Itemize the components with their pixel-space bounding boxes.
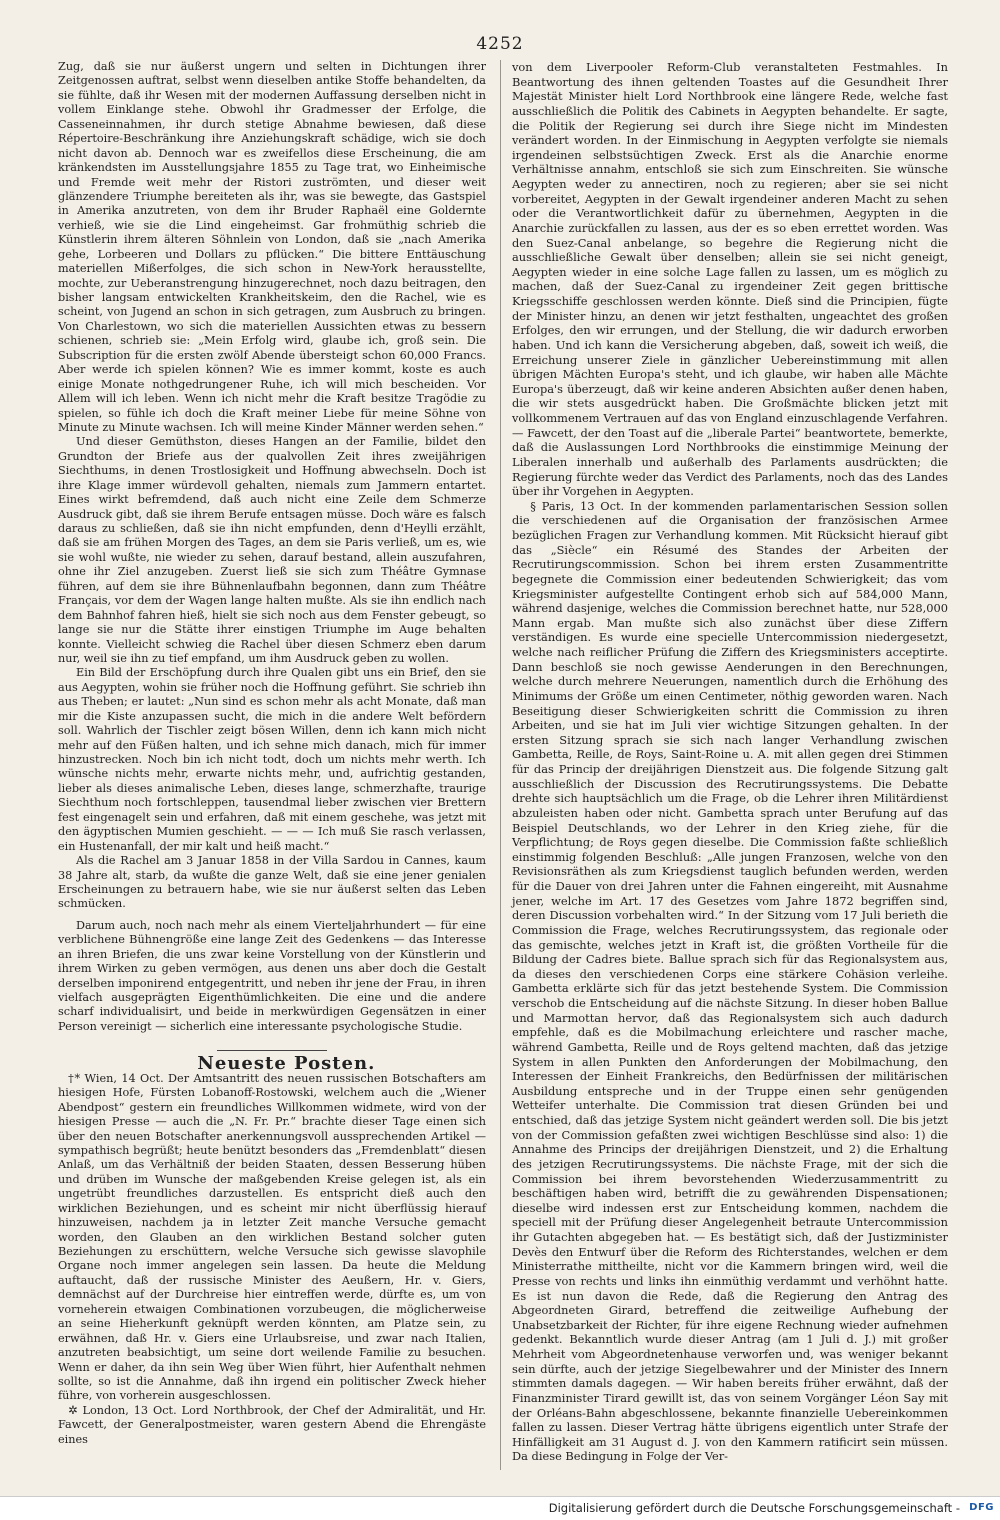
- section-heading: Neueste Posten.: [197, 1053, 376, 1075]
- article-paragraph: von dem Liverpooler Reform-Club veranstalteten Festmahles. In Beantwortung des ihnen geltenden Toastes auf die Gesundheit Ihrer Majestät Minister hielt Lord Northbrook eine längere Rede, welche fast ausschließlich die Politik des Cabinets in Aegypten behandelte. Er sagte, die Politik der Regierung sei durch ihre Siege nicht im Mindesten verändert worden. In der Einmischung in Aegypten verfolgte sie niemals irgendeinen selbstsüchtigen Zweck. Erst als die Anarchie enorme Verhältnisse annahm, entschloß sie sich zum Einschreiten. Sie wünsche Aegypten weder zu annectiren, noch zu regieren; aber sie sei nicht vorbereitet, Aegypten in der Gewalt irgendeiner anderen Macht zu sehen oder die Verantwortlichkeit dafür zu übernehmen, Aegypten in die Anarchie zurückfallen zu lassen, aus der es so eben errettet worden. Was den Suez-Canal anbelange, so begehre die Regierung nicht die ausschließliche Gewalt über denselben; allein sie sei nicht geneigt, Aegypten wieder in eine solche Lage fallen zu lassen, um es möglich zu machen, daß der Suez-Canal zu irgendeiner Zeit gegen brittische Kriegsschiffe geschlossen werden könnte. Dieß sind die Principien, fügte der Minister hinzu, an denen wir jetzt festhalten, ungeachtet des großen Erfolges, den wir errungen, und der Stellung, die wir dadurch erworben haben. Und ich kann die Versicherung abgeben, daß, soweit ich weiß, die Erreichung unserer Ziele in gänzlicher Uebereinstimmung mit allen übrigen Mächten Europa's steht, und ich glaube, wir haben alle Mächte Europa's überzeugt, daß wir keine anderen Absichten außer denen haben, die wir stets ausgedrückt haben. Die Großmächte blicken jetzt mit vollkommenem Vertrauen auf das von England einzuschlagende Verfahren. — Fawcett, der den Toast auf die „liberale Partei“ beantwortete, bemerkte, daß die Auslassungen Lord Northbrooks die einstimmige Meinung der Liberalen innerhalb und außerhalb des Parlaments ausdrückten; die Regierung fürchte weder das Verdict des Parlaments, noch das des Landes über ihr Vorgehen in Aegypten.: [512, 60, 948, 499]
- news-item: § Paris, 13 Oct. In der kommenden parlamentarischen Session sollen die verschiedenen auf die Organisation der französischen Armee bezüglichen Fragen zur Verhandlung kommen. Mit Rücksicht hierauf gibt das „Siècle“ ein Résumé des Standes der Arbeiten der Recrutirungscommission. Schon bei ihrem ersten Zusammentritte begegnete die Commission einer bedeutenden Schwierigkeit; das vom Kriegsminister aufgestellte Contingent erhob sich auf 584,000 Mann, während dasjenige, welches die Commission berechnet hatte, nur 528,000 Mann ergab. Man mußte sich also zunächst über diese Ziffern verständigen. Es wurde eine specielle Untercommission niedergesetzt, welche nach reiflicher Prüfung die Ziffern des Kriegsministers acceptirte. Dann beschloß sie noch gewisse Aenderungen in den Berechnungen, welche durch mehrere Neuerungen, namentlich durch die Erhöhung des Minimums der Größe um einen Centimeter, nöthig geworden waren. Nach Beseitigung dieser Schwierigkeiten schritt die Commission zu ihren Arbeiten, und sie hat im Juli vier wichtige Sitzungen gehalten. In der ersten Sitzung sprach sie sich nach langer Verhandlung zwischen Gambetta, Reille, de Roys, Saint-Roine u. A. mit allen gegen drei Stimmen für das Princip der dreijährigen Dienstzeit aus. Die folgende Sitzung galt ausschließlich der Discussion des Recrutirungssystems. Die Debatte drehte sich hauptsächlich um die Frage, ob die Lehrer ihren Militärdienst abzuleisten haben oder nicht. Gambetta sprach unter Berufung auf das Beispiel Deutschlands, wo der Lehrer in den Krieg ziehe, für die Verpflichtung; de Roys gegen dieselbe. Die Commission faßte schließlich einstimmig folgenden Beschluß: „Alle jungen Franzosen, welche von den Revisionsräthen als zum Kriegsdienst tauglich befunden werden, werden für die Dauer von drei Jahren unter die Fahnen eingereiht, mit Ausnahme jener, welche im Art. 17 des Gesetzes vom Jahre 1872 begriffen sind, deren Discussion vorbehalten wird.“ In der Sitzung vom 17 Juli berieth die Commission die Frage, welches Recrutirungssystem, das regionale oder das gemischte, welches jetzt in Kraft ist, die größten Vortheile für die Bildung der Cadres biete. Ballue sprach sich für das Regionalsystem aus, da dieses den verschiedenen Corps eine stärkere Cohäsion verleihe. Gambetta erklärte sich für das jetzt bestehende System. Die Commission verschob die Entscheidung auf die nächste Sitzung. In dieser hoben Ballue und Marmottan hervor, daß das Regionalsystem sich auch dadurch empfehle, daß es die Mobilmachung erleichtere und rascher mache, während Gambetta, Reille und de Roys geltend machten, daß das jetzige System in allen Punkten den Anforderungen der Mobilmachung, den Interessen der Einheit Frankreichs, den Bedürfnissen der militärischen Ausbildung entspreche und in der Truppe einen sehr genügenden Wetteifer unterhalte. Die Commission trat diesen Gründen bei und entschied, daß das jetzige System nicht geändert werden soll. Die bis jetzt von der Commission gefaßten zwei wichtigen Beschlüsse sind also: 1) die Annahme des Princips der dreijährigen Dienstzeit, und 2) die Erhaltung des jetzigen Recrutirungssystems. Die nächste Frage, mit der sich die Commission bei ihrem bevorstehenden Wiederzusammentritt zu beschäftigen haben wird, betrifft die zu gewährenden Dispensationen; dieselbe wird indessen erst zur Entscheidung kommen, nachdem die speciell mit der Prüfung dieser Angelegenheit betraute Untercommission ihr Gutachten abgegeben hat. — Es bestätigt sich, daß der Justizminister Devès den Entwurf über die Reform des Richterstandes, welchen er dem Ministerrathe mittheilte, nicht vor die Kammern bringen wird, weil die Presse von rechts und links ihn einmüthig verdammt und verhöhnt hatte. Es ist nun davon die Rede, daß die Regierung den Antrag des Abgeordneten Girard, betreffend die zeitweilige Aufhebung der Unabsetzbarkeit der Richter, für ihre eigene Rechnung wieder aufnehmen gedenkt. Bekanntlich wurde dieser Antrag (am 1 Juli d. J.) mit großer Mehrheit vom Abgeordnetenhause verworfen und, was weniger bekannt sein dürfte, auch der jetzige Siegelbewahrer und der Minister des Innern stimmten damals dagegen. — Wir haben bereits früher erwähnt, daß der Finanzminister Tirard gewillt ist, das von seinem Vorgänger Léon Say mit der Orléans-Bahn abgeschlossene, bekannte finanzielle Uebereinkommen fallen zu lassen. Dieser Vertrag hätte übrigens eigentlich unter Strafe der Hinfälligkeit am 31 August d. J. von den Kammern ratificirt sein müssen. Da diese Bedingung in Folge der Ver-: [512, 498, 948, 1464]
- news-item: ✲ London, 13 Oct. Lord Northbrook, der Chef der Admiralität, und Hr. Fawcett, der Generalpostmeister, waren gestern Abend die Ehrengäste eines: [58, 1403, 486, 1446]
- column-divider: [500, 60, 501, 1470]
- news-item: †* Wien, 14 Oct. Der Amtsantritt des neuen russischen Botschafters am hiesigen Hofe, Fürsten Lobanoff-Rostowski, welchem auch die „Wiener Abendpost“ gestern ein freundliches Willkommen widmete, wird von der hiesigen Presse — auch die „N. Fr. Pr.“ brachte dieser Tage einen sich über den neuen Botschafter anerkennungsvoll aussprechenden Artikel — sympathisch begrüßt; heute benützt besonders das „Fremdenblatt“ diesen Anlaß, um das Verhältniß der beiden Staaten, dessen Besserung hüben und drüben im Wunsche der maßgebenden Kreise gelegen ist, als ein ungetrübt freundliches darzustellen. Es entspricht dieß auch den wirklichen Beziehungen, und es scheint mir nicht überflüssig hierauf hinzuweisen, nachdem ja in letzter Zeit manche Versuche gemacht worden, den Glauben an den wirklichen Bestand solcher guten Beziehungen zu erschüttern, welche Versuche sich gewisse slavophile Organe noch immer angelegen sein lassen. Da heute die Meldung auftaucht, daß der russische Minister des Aeußern, Hr. v. Giers, demnächst auf der Durchreise hier eintreffen werde, dürfte es, um von vorneherein etwaigen Combinationen vorzubeugen, die möglicherweise an seine Hieherkunft geknüpft werden könnten, am Platze sein, zu erwähnen, daß Hr. v. Giers eine Urlaubsreise, und zwar nach Italien, anzutreten beabsichtigt, um seine dort weilende Familie zu besuchen. Wenn er daher, da ihn sein Weg über Wien führt, hier Aufenthalt nehmen sollte, so ist die Annahme, daß ihn irgend ein politischer Zweck hieher führe, von vorherein ausgeschlossen.: [58, 1071, 486, 1403]
- article-paragraph: Darum auch, noch nach mehr als einem Vierteljahrhundert — für eine verblichene Bühnengröße eine lange Zeit des Gedenkens — das Interesse an ihren Briefen, die uns zwar keine Vorstellung von der Künstlerin und ihrem Wirken zu geben vermögen, aus denen uns aber doch die Gestalt derselben imponirend entgegentritt, und neben ihr jene der Frau, in ihren vielfach ausgeprägten Eigenthümlichkeiten. Die eine und die andere scharf individualisirt, und beide in merkwürdigen Gegensätzen in einer Person vereinigt — sicherlich eine interessante psychologische Studie.: [58, 918, 486, 1033]
- footer-bar: [0, 1496, 1000, 1520]
- right-column: [512, 60, 948, 1464]
- article-paragraph: Als die Rachel am 3 Januar 1858 in der Villa Sardou in Cannes, kaum 38 Jahre alt, starb, da wußte die ganze Welt, daß sie eine jener genialen Erscheinungen zu betrauern habe, wie sie nur äußerst selten das Leben schmücken.: [58, 854, 486, 911]
- dfg-logo: DFG: [969, 1502, 994, 1513]
- section-rule: [217, 1050, 327, 1051]
- article-paragraph: Und dieser Gemüthston, dieses Hangen an der Familie, bildet den Grundton der Briefe aus der qualvollen Zeit ihres zweijährigen Siechthums, in denen Trostlosigkeit und Hoffnung abwechseln. Doch ist ihre Klage immer würdevoll gehalten, niemals zum Jammern entartet. Eines wirkt befremdend, daß auch nicht eine Zeile dem Schmerze Ausdruck gibt, daß sie ihrem Berufe entsagen müsse. Doch wäre es falsch daraus zu schließen, daß sie ihn nicht empfunden, denn d'Heylli erzählt, daß sie am frühen Morgen des Tages, an dem sie Paris verließ, um es, wie sie wohl wußte, nie wieder zu sehen, darauf bestand, allein auszufahren, ohne ihr Ziel anzugeben. Zuerst ließ sie sich zum Théâtre Gymnase führen, auf dem sie ihre Bühnenlaufbahn begonnen, dann zum Théâtre Français, vor dem der Wagen lange halten mußte. Als sie ihn endlich nach dem Bahnhof fahren hieß, hielt sie sich noch aus dem Fenster gebeugt, so lange sie nur die Stätte ihrer einstigen Triumphe im Auge behalten konnte. Vielleicht schwieg die Rachel über diesen Schmerz eben darum nur, weil sie ihn zu tief empfand, um ihm Ausdruck geben zu wollen.: [58, 435, 486, 665]
- footer-text: Digitalisierung gefördert durch die Deutsche Forschungsgemeinschaft -: [548, 1501, 960, 1515]
- article-paragraph: Ein Bild der Erschöpfung durch ihre Qualen gibt uns ein Brief, den sie aus Aegypten, wohin sie früher noch die Hoffnung geführt. Sie schrieb ihn aus Theben; er lautet: „Nun sind es schon mehr als acht Monate, daß man mir die Kiste anzupassen sucht, die mich in die andere Welt befördern soll. Wahrlich der Tischler zeigt bösen Willen, denn ich kann mich nicht mehr auf den Füßen halten, und ich sehne mich danach, mich für immer hinzustrecken. Noch bin ich nicht todt, doch um nichts mehr werth. Ich wünsche nichts mehr, erwarte nichts mehr, und, aufrichtig gestanden, lieber als dieses animalische Leben, dieses lange, schmerzhafte, traurige Siechthum noch fortschleppen, tausendmal lieber zwischen vier Brettern fest eingenagelt sein und erfahren, daß mit einem geschehe, was jetzt mit den ägyptischen Mumien geschieht. — — — Ich muß Sie rasch verlassen, ein Hustenanfall, der mir kalt und heiß macht.“: [58, 666, 486, 853]
- article-paragraph: Zug, daß sie nur äußerst ungern und selten in Dichtungen ihrer Zeitgenossen auftrat, selbst wenn dieselben antike Stoffe behandelten, da sie fühlte, daß ihr Wesen mit der modernen Auffassung derselben nicht in vollem Einklange stehe. Obwohl ihr Gradmesser der Erfolge, die Casseneinnahmen, ihr durch stetige Abnahme bewiesen, daß diese Répertoire-Beschränkung ihre Anziehungskraft schädige, wich sie doch nicht davon ab. Dennoch war es zweifellos diese Erscheinung, die am kränkendsten im Ausstellungsjahre 1855 zu Tage trat, wo Einheimische und Fremde weit mehr der Ristori zuströmten, und dieser weit glänzendere Triumphe bereiteten als ihr, was sie bewegte, das Gastspiel in Amerika anzutreten, von dem ihr Bruder Raphaël eine Goldernte verhieß, wie sie die Lind eingeheimst. Gar frohmüthig schrieb die Künstlerin ihrem älteren Söhnlein von London, daß sie „nach Amerika gehe, Lorbeeren und Dollars zu pflücken.“ Die bittere Enttäuschung materiellen Mißerfolges, die sich schon in New-York herausstellte, mochte, zur Ueberanstrengung hinzugerechnet, noch dazu beitragen, den bisher langsam entwickelten Krankheitskeim, den die Rachel, wie es scheint, von Jugend an schon in sich getragen, zum Ausbruch zu bringen. Von Charlestown, wo sich die materiellen Aussichten etwas zu bessern schienen, schrieb sie: „Mein Erfolg wird, glaube ich, groß sein. Die Subscription für die ersten zwölf Abende übersteigt schon 60,000 Francs. Aber werde ich spielen können? Wie es immer kommt, koste es auch einige Monate nothgedrungener Ruhe, ich will mich bescheiden. Vor Allem will ich leben. Wenn ich nicht mehr die Kraft besitze Tragödie zu spielen, so fühle ich doch die Kraft meiner Liebe für meine Söhne von Minute zu Minute wachsen. Ich will meine Kinder Männer werden sehen.“: [58, 60, 486, 434]
- left-column: [58, 60, 486, 1447]
- page-number: 4252: [476, 34, 524, 54]
